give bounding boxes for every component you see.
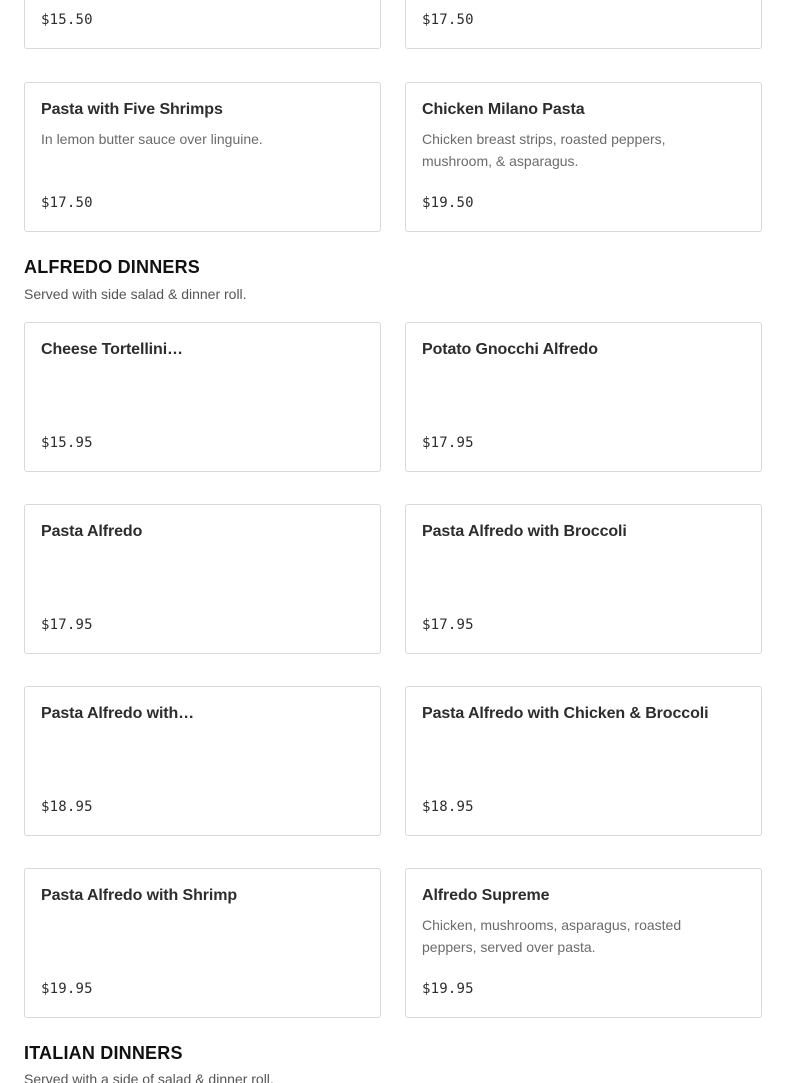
item-price: $17.50 bbox=[422, 12, 474, 28]
item-price: $15.95 bbox=[41, 435, 93, 451]
item-name: Pasta Alfredo with Shrimp bbox=[41, 887, 238, 904]
item-price: $17.95 bbox=[422, 435, 474, 451]
menu-item-card[interactable] bbox=[405, 686, 762, 836]
menu-item-card[interactable] bbox=[405, 82, 762, 232]
item-price: $19.95 bbox=[422, 981, 474, 997]
item-price: $17.95 bbox=[422, 617, 474, 633]
menu-item-card[interactable] bbox=[24, 0, 381, 49]
section-subtitle-italian: Served with a side of salad & dinner roll. bbox=[24, 1071, 274, 1083]
menu-item-card[interactable] bbox=[24, 82, 381, 232]
menu-item-card[interactable] bbox=[24, 686, 381, 836]
item-description: In lemon butter sauce over linguine. bbox=[41, 131, 263, 147]
item-name: Pasta with Five Shrimps bbox=[41, 101, 223, 118]
item-price: $17.95 bbox=[41, 617, 93, 633]
menu-item-card[interactable] bbox=[405, 0, 762, 49]
item-name: Cheese Tortellini… bbox=[41, 341, 183, 358]
menu-item-card[interactable] bbox=[405, 504, 762, 654]
item-name: Chicken Milano Pasta bbox=[422, 101, 585, 118]
section-title-italian: ITALIAN DINNERS bbox=[24, 1043, 183, 1063]
section-subtitle-alfredo: Served with side salad & dinner roll. bbox=[24, 286, 247, 302]
item-description: Chicken, mushrooms, asparagus, roasted peppers, served over pasta. bbox=[422, 917, 682, 955]
item-price: $19.50 bbox=[422, 195, 474, 211]
menu-item-card[interactable] bbox=[24, 504, 381, 654]
item-name: Pasta Alfredo with Broccoli bbox=[422, 523, 627, 540]
item-name: Pasta Alfredo with… bbox=[41, 705, 195, 722]
menu-item-card[interactable] bbox=[405, 868, 762, 1018]
menu-item-card[interactable] bbox=[24, 322, 381, 472]
item-name: Pasta Alfredo with Chicken & Broccoli bbox=[422, 705, 709, 722]
item-price: $18.95 bbox=[41, 799, 93, 815]
menu-item-card[interactable] bbox=[405, 322, 762, 472]
menu-item-card[interactable] bbox=[24, 868, 381, 1018]
section-title-alfredo: ALFREDO DINNERS bbox=[24, 257, 201, 277]
item-description: Chicken breast strips, roasted peppers, mushroom, & asparagus. bbox=[422, 131, 666, 169]
item-price: $17.50 bbox=[41, 195, 93, 211]
item-name: Potato Gnocchi Alfredo bbox=[422, 341, 598, 358]
item-price: $19.95 bbox=[41, 981, 93, 997]
item-name: Pasta Alfredo bbox=[41, 523, 143, 540]
item-name: Alfredo Supreme bbox=[422, 887, 550, 904]
item-price: $18.95 bbox=[422, 799, 474, 815]
item-price: $15.50 bbox=[41, 12, 93, 28]
